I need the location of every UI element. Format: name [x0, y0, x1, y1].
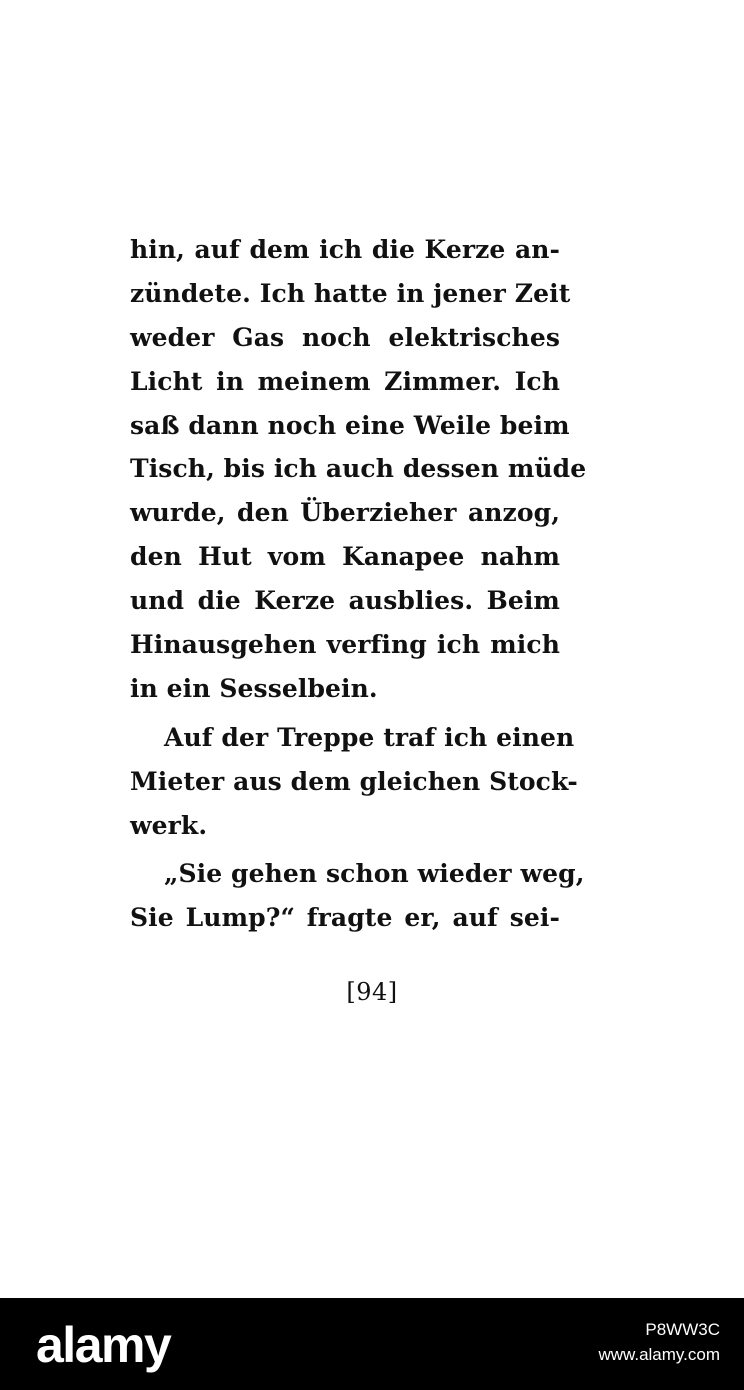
text-line: „Sie gehen schon wieder weg, [164, 859, 585, 889]
body-text [130, 228, 587, 940]
text-line: und die Kerze ausblies. Beim [130, 586, 560, 616]
text-line: werk. [130, 810, 208, 840]
text-line: Tisch, bis ich auch dessen müde [130, 454, 587, 484]
text-line: Licht in meinem Zimmer. Ich [130, 366, 560, 396]
text-line: wurde, den Überzieher anzog, [130, 498, 560, 528]
text-line: in ein Sesselbein. [130, 673, 378, 703]
text-line: weder Gas noch elektrisches [130, 322, 560, 352]
image-id-label: P8WW3C [645, 1320, 720, 1339]
watermark-footer [0, 1298, 744, 1390]
page-number: [94] [346, 978, 398, 1006]
text-line: Auf der Treppe traf ich einen [164, 722, 575, 752]
text-line: saß dann noch eine Weile beim [130, 410, 570, 440]
site-url-label: www.alamy.com [598, 1345, 720, 1364]
text-line: hin, auf dem ich die Kerze an- [130, 235, 560, 264]
text-line: Hinausgehen verfing ich mich [130, 630, 560, 660]
text-line: Mieter aus dem gleichen Stock- [130, 766, 578, 796]
text-line: Sie Lump?“ fragte er, auf sei- [130, 903, 560, 933]
brand-logo: alamy [36, 1317, 171, 1373]
text-line: zündete. Ich hatte in jener Zeit [130, 278, 571, 308]
text-line: den Hut vom Kanapee nahm [130, 542, 560, 572]
